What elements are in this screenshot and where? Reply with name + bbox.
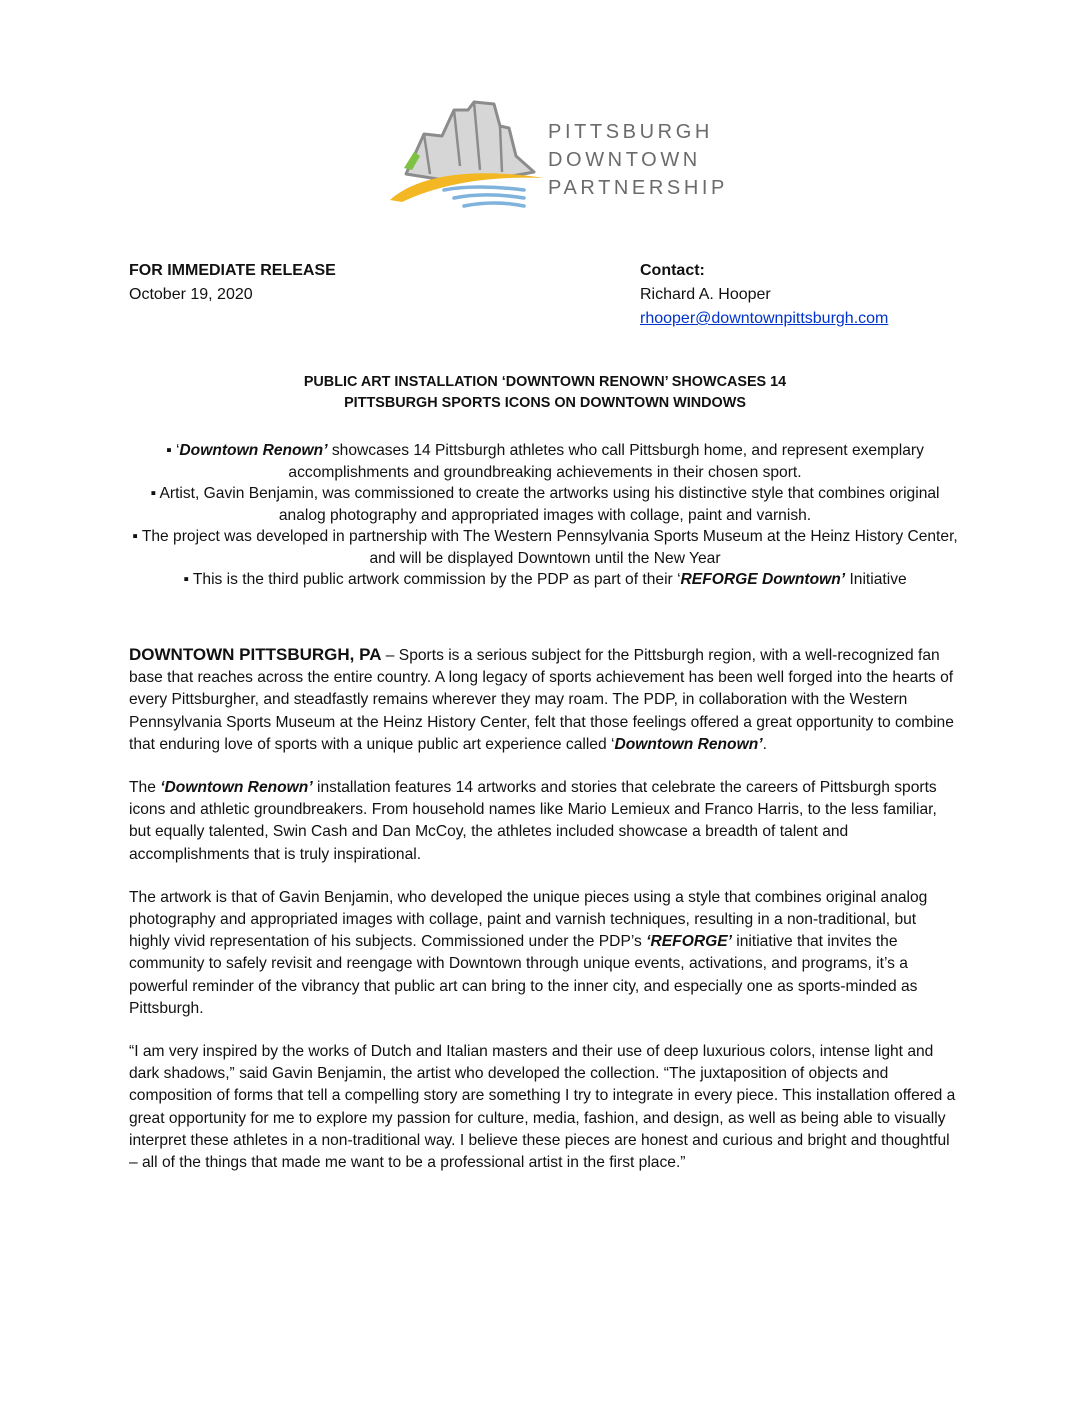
release-date: October 19, 2020 bbox=[129, 286, 253, 303]
contact-block bbox=[640, 259, 888, 331]
bullet-2: ▪ Artist, Gavin Benjamin, was commissioned to create the artworks using his distinctive style that combines original analog photography and appropriated images with collage, paint and varnish. bbox=[150, 485, 940, 524]
contact-label: Contact: bbox=[640, 262, 705, 279]
skyline-logo-graphic bbox=[384, 96, 549, 214]
headline-line-2: PITTSBURGH SPORTS ICONS ON DOWNTOWN WINDOWS bbox=[344, 395, 746, 411]
bullet-4 bbox=[129, 569, 961, 591]
contact-name: Richard A. Hooper bbox=[640, 286, 771, 303]
summary-bullets bbox=[129, 440, 961, 591]
bullet-1 bbox=[129, 440, 961, 483]
paragraph-2 bbox=[129, 777, 961, 866]
release-block bbox=[129, 259, 336, 307]
bullet-4-text: ▪ This is the third public artwork commission by the PDP as part of their ‘ bbox=[183, 571, 681, 588]
logo-wordmark bbox=[548, 118, 728, 202]
bullet-4-suffix: Initiative bbox=[845, 571, 907, 588]
dateline: DOWNTOWN PITTSBURGH, PA bbox=[129, 645, 382, 664]
bullet-1-emphasis: Downtown Renown’ bbox=[179, 442, 328, 459]
headline-line-1: PUBLIC ART INSTALLATION ‘DOWNTOWN RENOWN’ SHOWCASES 14 bbox=[303, 374, 787, 390]
logo-line-1: PITTSBURGH bbox=[548, 121, 713, 143]
paragraph-1-emphasis: Downtown Renown’ bbox=[614, 735, 763, 753]
paragraph-2-text: installation features 14 artworks and stories that celebrate the careers of Pittsburgh sports icons and athletic groundbreakers. From household names like Mario Lemieux and Franco Harris, to the less familiar, but equally talented, Swin Cash and Dan McCoy, the athletes included showcase a breadth of talent and accomplishments that is truly inspirational. bbox=[129, 779, 937, 863]
paragraph-2-pre: The bbox=[129, 779, 161, 797]
bullet-1-text: showcases 14 Pittsburgh athletes who call Pittsburgh home, and represent exemplary accomplishments and groundbreaking achievements in their chosen sport. bbox=[288, 442, 924, 481]
paragraph-2-emphasis: ‘Downtown Renown’ bbox=[160, 779, 313, 797]
paragraph-1 bbox=[129, 644, 961, 756]
paragraph-3-text: initiative that invites the community to safely revisit and reengage with Downtown through unique events, activations, and programs, it’s a powerful reminder of the vibrancy that public art can bring to the inner city, and especially one as sports-minded as Pittsburgh. bbox=[129, 933, 918, 1017]
release-label: FOR IMMEDIATE RELEASE bbox=[129, 262, 336, 279]
paragraph-1-end: . bbox=[762, 735, 767, 753]
paragraph-3-emphasis: ‘REFORGE’ bbox=[646, 933, 732, 951]
bullet-4-emphasis: REFORGE Downtown’ bbox=[680, 571, 846, 588]
headline bbox=[129, 372, 961, 414]
bullet-1-marker: ▪ ‘ bbox=[166, 442, 180, 459]
pdp-logo bbox=[384, 96, 744, 214]
bullet-3: ▪ The project was developed in partnership with The Western Pennsylvania Sports Museum at the Heinz History Center, and will be displayed Downtown until the New Year bbox=[132, 528, 958, 567]
paragraph-1-text: – Sports is a serious subject for the Pittsburgh region, with a well-recognized fan base that reaches across the entire country. A long legacy of sports achievement has been well forged into the hearts of every Pittsburgher, and steadfastly remains wherever they may roam. The PDP, in collaboration with the Western Pennsylvania Sports Museum at the Heinz History Center, felt that those feelings offered a great opportunity to combine that enduring love of sports with a unique public art experience called ‘ bbox=[129, 647, 954, 753]
paragraph-4-quote: “I am very inspired by the works of Dutch and Italian masters and their use of deep luxurious colors, intense light and dark shadows,” said Gavin Benjamin, the artist who developed the collection. “The juxtaposition of objects and composition of forms that tell a compelling story are something I try to integrate in every piece. This installation offered a great opportunity for me to explore my passion for culture, media, fashion, and design, as well as being able to visually interpret these athletes in a non-traditional way. I believe these pieces are honest and curious and bright and thoughtful – all of the things that made me want to be a professional artist in the first place.” bbox=[129, 1043, 956, 1172]
logo-line-2: DOWNTOWN bbox=[548, 149, 701, 171]
paragraph-3-pre: The artwork is that of Gavin Benjamin, who developed the unique pieces using a style that combines original analog photography and appropriated images with collage, paint and varnish techniques, resulting in a non-traditional, but highly vivid representation of his subjects. Commissioned under the PDP’s bbox=[129, 888, 928, 951]
press-body bbox=[129, 644, 961, 1195]
paragraph-3 bbox=[129, 887, 961, 1020]
logo-line-3: PARTNERSHIP bbox=[548, 177, 729, 199]
contact-email-link[interactable]: rhooper@downtownpittsburgh.com bbox=[640, 310, 889, 327]
